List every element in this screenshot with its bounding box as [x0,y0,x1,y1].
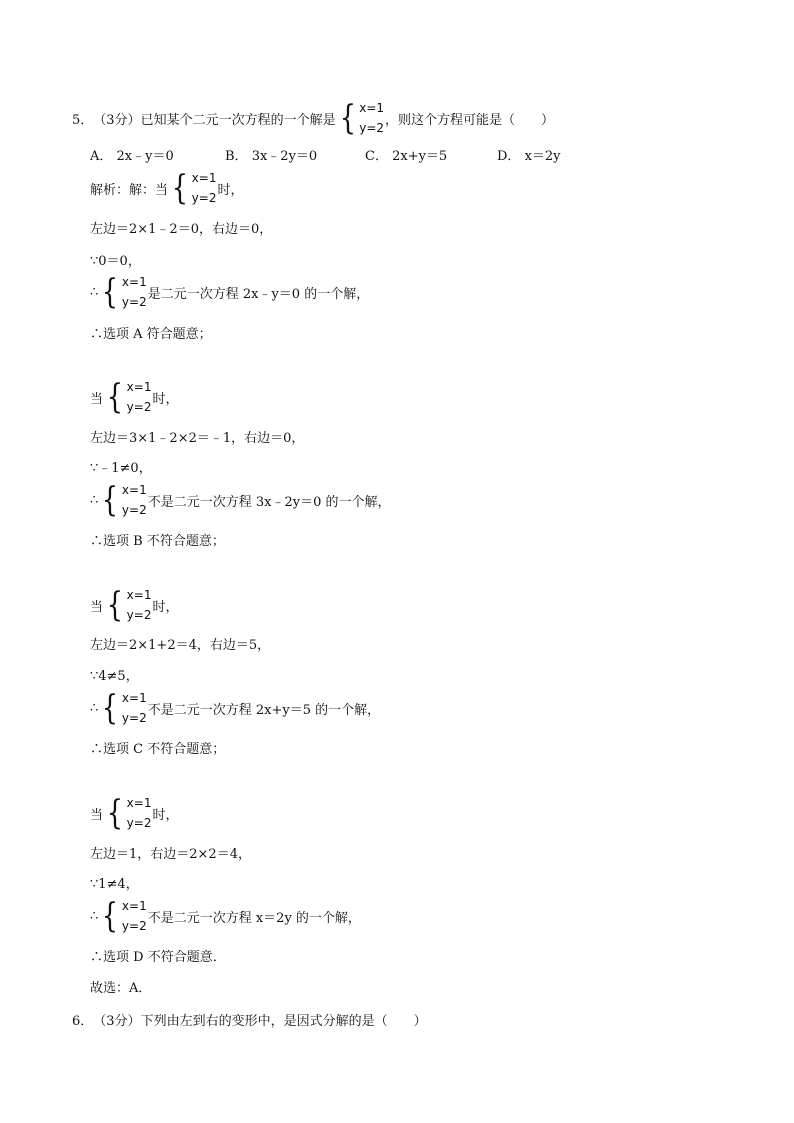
system-eq-2: y=2 [121,711,147,725]
dang-text: 当 [90,391,104,407]
therefore-text: 是二元一次方程 2x﹣y＝0 的一个解， [147,286,370,302]
shi-text: 时， [217,182,244,198]
dang-text: 当 [90,807,104,823]
therefore-symbol: ∴ [90,284,99,300]
left-brace-icon: { [106,585,123,625]
system-eq-1: x=1 [126,588,152,602]
system-eq-1: x=1 [191,171,217,185]
q6-stem [72,1010,427,1029]
system-eq-1: x=1 [121,483,147,497]
therefore-symbol: ∴ [90,700,99,716]
block-b-therefore [90,480,390,520]
shi-text: 时， [152,391,179,407]
therefore-text: 不是二元一次方程 x＝2y 的一个解， [147,910,361,926]
system-eq-2: y=2 [126,816,152,830]
block-d-because: ∵1≠4， [90,877,139,892]
equation-system [99,896,146,936]
system-eq-2: y=2 [126,400,152,414]
therefore-symbol: ∴ [90,908,99,924]
answer: 故选：A． [90,981,152,996]
option-expr: 3x﹣2y＝0 [251,149,318,164]
equation-system [99,688,146,728]
block-b-conclusion: ∴选项 B 不符合题意； [90,534,225,549]
option-letter: A． [90,149,113,164]
system-eq-2: y=2 [121,295,147,309]
q5-number: 5． [72,112,94,128]
option-expr: 2x﹣y＝0 [116,149,174,164]
block-a-conclusion: ∴选项 A 符合题意； [90,327,212,342]
q5-score: （3分） [93,112,141,128]
block-a-therefore [90,272,369,312]
block-d-left-right: 左边＝1，右边＝2×2＝4， [90,847,251,862]
system-eq-2: y=2 [126,608,152,622]
solution-intro [90,168,243,208]
system-eq-1: x=1 [126,796,152,810]
q5-stem [72,98,554,138]
therefore-text: 不是二元一次方程 3x﹣2y＝0 的一个解， [147,494,391,510]
block-d-conclusion: ∴选项 D 不符合题意． [90,950,226,965]
equation-system [104,377,151,417]
option-c [365,145,447,164]
system-eq-2: y=2 [121,919,147,933]
system-eq-1: x=1 [126,380,152,394]
option-expr: 2x+y＝5 [392,149,448,164]
block-b-left-right: 左边＝3×1﹣2×2＝﹣1，右边＝0， [90,431,305,446]
block-a-because: ∵0＝0， [90,254,141,269]
q6-text: 下列由左到右的变形中，是因式分解的是（ ） [140,1014,427,1029]
system-eq-2: y=2 [359,121,385,135]
block-a-left-right: 左边＝2×1﹣2＝0，右边＝0， [90,222,273,237]
option-a [90,145,174,164]
system-eq-1: x=1 [121,899,147,913]
left-brace-icon: { [171,168,188,208]
left-brace-icon: { [101,272,119,312]
q5-equation-system [337,98,384,138]
shi-text: 时， [152,807,179,823]
equation-system [99,272,146,312]
system-eq-1: x=1 [359,101,385,115]
option-b [225,145,317,164]
solution-intro-text: 解析：解：当 [90,182,169,198]
left-brace-icon: { [101,480,119,520]
block-b-when [90,377,178,417]
equation-system [104,793,151,833]
block-c-therefore [90,688,380,728]
option-d [497,145,561,164]
shi-text: 时， [152,599,179,615]
block-c-left-right: 左边＝2×1+2＝4，右边＝5， [90,638,271,653]
block-c-when [90,585,178,625]
q5-text-before: 已知某个二元一次方程的一个解是 [140,112,336,128]
equation-system [99,480,146,520]
left-brace-icon: { [101,896,119,936]
system-eq-1: x=1 [121,275,147,289]
left-brace-icon: { [101,688,119,728]
dang-text: 当 [90,599,104,615]
block-b-because: ∵﹣1≠0， [90,461,152,476]
block-d-when [90,793,178,833]
block-d-therefore [90,896,361,936]
left-brace-icon: { [106,793,123,833]
q6-score: （3分） [93,1014,141,1029]
block-c-because: ∵4≠5， [90,669,139,684]
therefore-symbol: ∴ [90,492,99,508]
option-letter: B． [225,149,248,164]
equation-system [169,168,216,208]
block-c-conclusion: ∴选项 C 不符合题意； [90,742,226,757]
therefore-text: 不是二元一次方程 2x+y＝5 的一个解， [147,702,381,718]
system-eq-1: x=1 [121,691,147,705]
equation-system [104,585,151,625]
option-letter: D． [497,149,521,164]
q5-text-after: ，则这个方程可能是（ ） [385,112,555,128]
option-expr: x＝2y [524,149,561,164]
q6-number: 6． [72,1014,94,1029]
left-brace-icon: { [106,377,123,417]
system-eq-2: y=2 [121,503,147,517]
left-brace-icon: { [339,98,356,138]
option-letter: C． [365,149,388,164]
system-eq-2: y=2 [191,191,217,205]
